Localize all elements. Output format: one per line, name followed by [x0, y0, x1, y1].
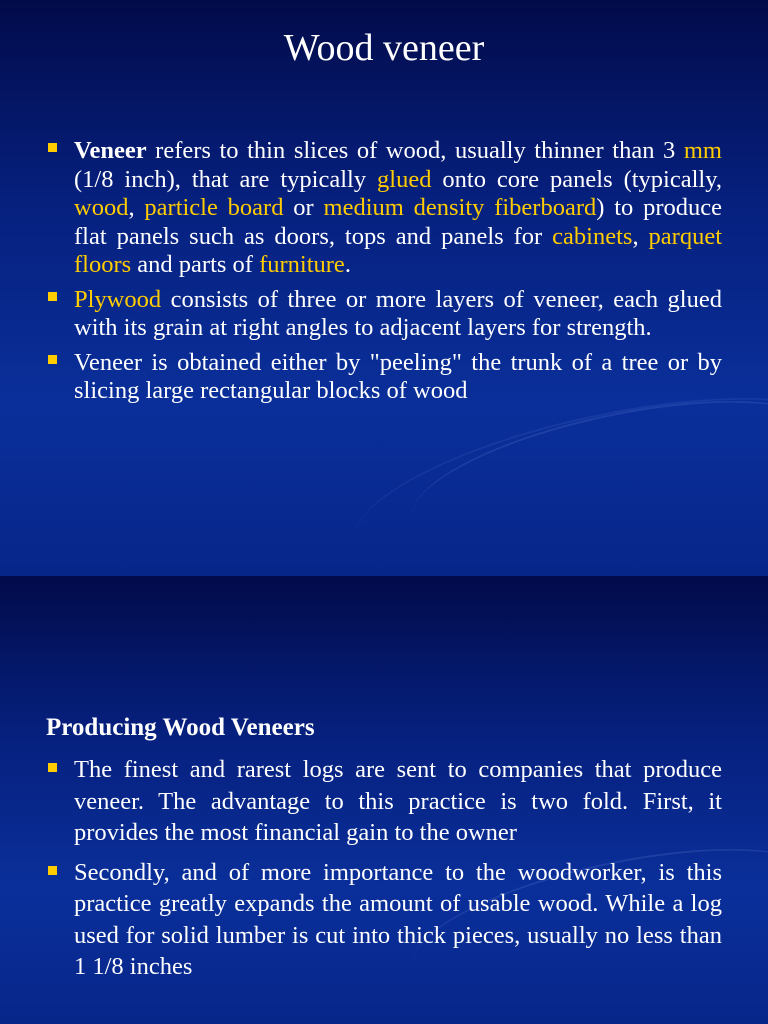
bullet-item-plywood	[46, 286, 722, 343]
term-veneer: Veneer	[74, 137, 147, 164]
square-bullet-icon	[48, 866, 57, 875]
link-mm[interactable]: mm	[683, 137, 722, 164]
square-bullet-icon	[48, 763, 57, 772]
text-run: Veneer is obtained either by "peeling" the trunk of a tree or by slicing large rectangular blocks of wood	[74, 348, 722, 404]
text-run: ) to produce flat panels such as doors, tops and panels for	[74, 194, 723, 250]
bullet-list	[46, 754, 722, 991]
bullet-item-secondly	[46, 857, 722, 983]
text-run: or	[283, 194, 324, 221]
square-bullet-icon	[48, 143, 57, 152]
bullet-item-veneer	[46, 137, 722, 280]
text-run: (1/8 inch), that are typically	[74, 165, 378, 193]
text-run: Secondly, and of more importance to the woodworker, is this practice greatly expands the amount of usable wood. While a log used for solid lumber is cut into thick pieces, usually no less than 1 1/8 inches	[74, 858, 722, 980]
text-run: and parts of	[131, 251, 260, 278]
text-run: refers to thin slices of wood, usually thinner than 3	[146, 137, 684, 164]
bullet-list	[46, 137, 722, 412]
bullet-item-obtained	[46, 349, 722, 406]
slide-heading: Producing Wood Veneers	[46, 714, 315, 741]
slide-title: Wood veneer	[283, 27, 485, 69]
link-cabinets[interactable]: cabinets	[552, 222, 633, 250]
link-furniture[interactable]: furniture	[259, 251, 345, 278]
text-run: ,	[632, 222, 649, 250]
link-plywood[interactable]: Plywood	[74, 285, 162, 313]
text-run: The finest and rarest logs are sent to companies that produce veneer. The advantage to this practice is two fold. First, it provides the most financial gain to the owner	[74, 756, 722, 846]
text-run: consists of three or more layers of veneer, each glued with its grain at right angles to adjacent layers for strength.	[74, 285, 722, 341]
square-bullet-icon	[48, 292, 57, 301]
link-parquet-floors[interactable]: parquet floors	[74, 222, 723, 278]
text-run: .	[344, 251, 351, 278]
square-bullet-icon	[48, 355, 57, 364]
link-medium-density-fiberboard[interactable]: medium density fiberboard	[323, 194, 597, 221]
text-run: ,	[128, 194, 145, 221]
link-particle-board[interactable]: particle board	[144, 194, 284, 221]
link-wood[interactable]: wood	[74, 194, 129, 221]
text-run: onto core panels (typically,	[431, 165, 722, 193]
bullet-item-finest-logs	[46, 754, 722, 849]
link-glued[interactable]: glued	[377, 165, 432, 193]
